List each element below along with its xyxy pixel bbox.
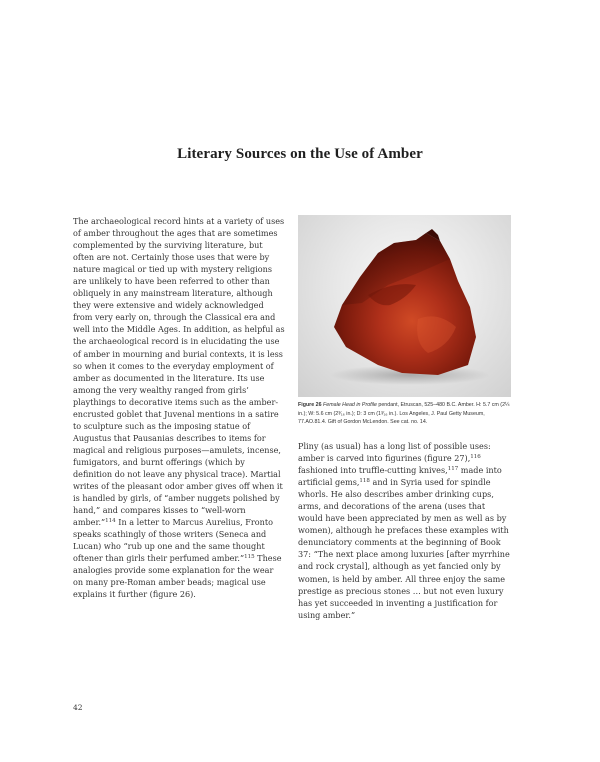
paragraph-text: The archaeological record hints at a variety of uses of amber throughout the ages that are sometimes complemented by the surviving literature, but often are not. Certainly those uses that were by nature magical or tied up with mystery religions are unlikely to have been referred to other than obliquely in any mainstream literature, although they were extensive and widely acknowledged from very early on, through the Classical era and well into the Middle Ages. In addition, as helpful as the archaeological record is in elucidating the use of amber in mourning and burial contexts, it is less so when it comes to the everyday employment of amber as documented in the literature. Its use among the very wealthy ranged from girls’ playthings to decorative items such as the amber-encrusted goblet that Juvenal mentions in a satire to sculpture such as the imposing statue of Augustus that Pausanias describes to items for magical and religious purposes—amulets, incense, fumigators, and burnt offerings (which by definition do not leave any physical trace). Martial writes of the pleasant odor amber gives off when it is handled by girls, of “amber nuggets polished by hand,” and compares kisses to “well-worn amber.” bbox=[73, 216, 285, 528]
body-paragraph bbox=[298, 440, 512, 621]
left-text-column bbox=[73, 215, 285, 601]
footnote-ref[interactable]: 117 bbox=[447, 466, 459, 473]
amber-pendant-photo bbox=[298, 215, 511, 397]
footnote-ref[interactable]: 116 bbox=[470, 454, 481, 461]
paragraph-text: and in Syria used for spindle whorls. He also describes amber drinking cups, arms, and decorations of the arena (uses that would have been appreciated by men as well as by women), although he prefaces these examples with denunciatory comments at the beginning of Book 37: “The next place among luxuries [after myrrhine and rock crystal], although as yet fancied only by women, is held by amber. All three enjoy the same prestige as precious stones … but not even luxury has yet succeeded in inventing a justification for using amber.” bbox=[298, 477, 510, 620]
caption-figure-label: Figure 26 bbox=[298, 402, 322, 408]
body-paragraph bbox=[73, 215, 285, 601]
amber-pendant-illustration bbox=[298, 215, 511, 397]
paragraph-text: made into artificial gems, bbox=[298, 465, 502, 488]
paragraph-text: Pliny (as usual) has a long list of possible uses: amber is carved into figurines (figure 27), bbox=[298, 441, 491, 464]
page-title: Literary Sources on the Use of Amber bbox=[177, 146, 423, 163]
page-number: 42 bbox=[73, 703, 83, 712]
caption-figure-title: Female Head in Profile bbox=[323, 402, 377, 408]
paragraph-text: In a letter to Marcus Aurelius, Fronto speaks scathingly of those writers (Seneca and Lucan) who “rub up one and the same thought oftener than girls their perfumed amber.” bbox=[73, 517, 273, 564]
paragraph-text: fashioned into truffle-cutting knives, bbox=[298, 465, 448, 476]
paragraph-text: These analogies provide some explanation for the wear on many pre-Roman amber beads; magical use explains it further (figure 26). bbox=[73, 553, 282, 600]
footnote-ref[interactable]: 118 bbox=[359, 478, 370, 485]
footnote-ref[interactable]: 115 bbox=[244, 554, 255, 561]
right-text-column bbox=[298, 440, 512, 621]
figure-caption bbox=[298, 401, 512, 427]
footnote-ref[interactable]: 114 bbox=[105, 518, 116, 525]
caption-text: pendant, Etruscan, 525–480 B.C. Amber. H: 5.7 cm (2¼ in.); W: 5.6 cm (2³⁄₁₆ in.); D: 3 cm (1³⁄₁₆ in.). Los Angeles, J. Paul Getty Museum, 77.AO.81.4. Gift of Gordon McLendon. See cat. no. 14. bbox=[298, 402, 510, 426]
